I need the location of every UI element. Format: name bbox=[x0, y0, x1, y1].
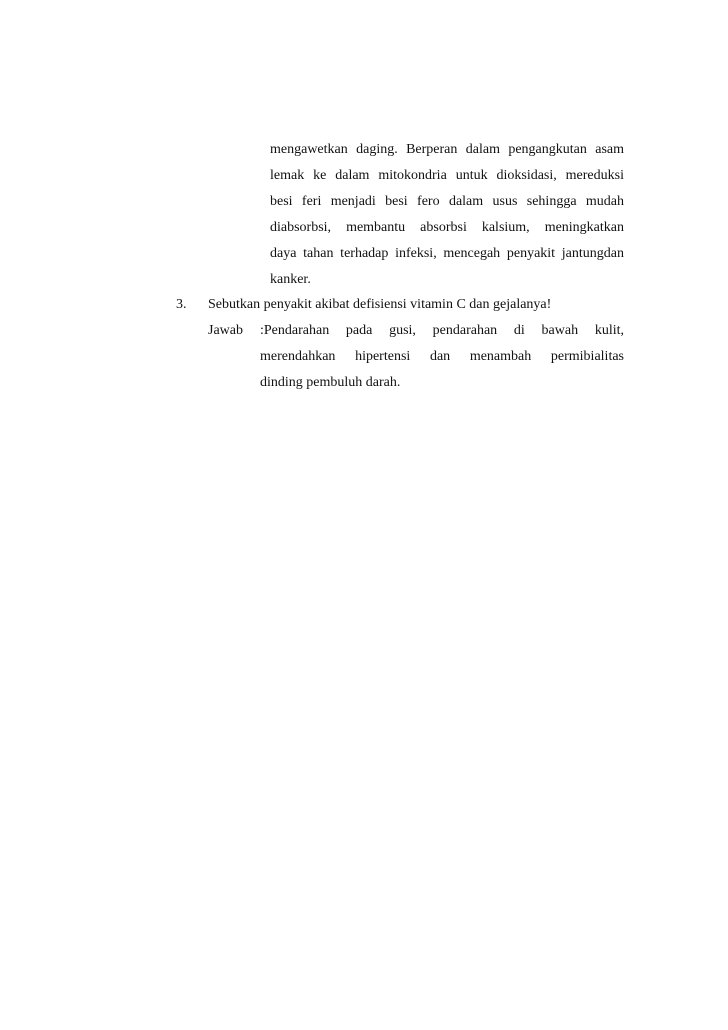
question-number: 3. bbox=[176, 297, 187, 312]
answer-line: merendahkan hipertensi dan menambah permibialitas bbox=[260, 349, 624, 364]
paragraph-line: kanker. bbox=[270, 272, 311, 287]
paragraph-line: mengawetkan daging. Berperan dalam pengangkutan asam bbox=[270, 142, 624, 157]
answer-line: dinding pembuluh darah. bbox=[260, 375, 401, 390]
paragraph-line: diabsorbsi, membantu absorbsi kalsium, meningkatkan bbox=[270, 220, 624, 235]
question-text: Sebutkan penyakit akibat defisiensi vitamin C dan gejalanya! bbox=[208, 297, 552, 312]
paragraph-line: besi feri menjadi besi fero dalam usus sehingga mudah bbox=[270, 194, 624, 209]
paragraph-line: daya tahan terhadap infeksi, mencegah penyakit jantungdan bbox=[270, 246, 624, 261]
answer-label: Jawab bbox=[208, 323, 243, 338]
paragraph-line: lemak ke dalam mitokondria untuk dioksidasi, mereduksi bbox=[270, 168, 624, 183]
answer-line: :Pendarahan pada gusi, pendarahan di bawah kulit, bbox=[260, 323, 624, 338]
